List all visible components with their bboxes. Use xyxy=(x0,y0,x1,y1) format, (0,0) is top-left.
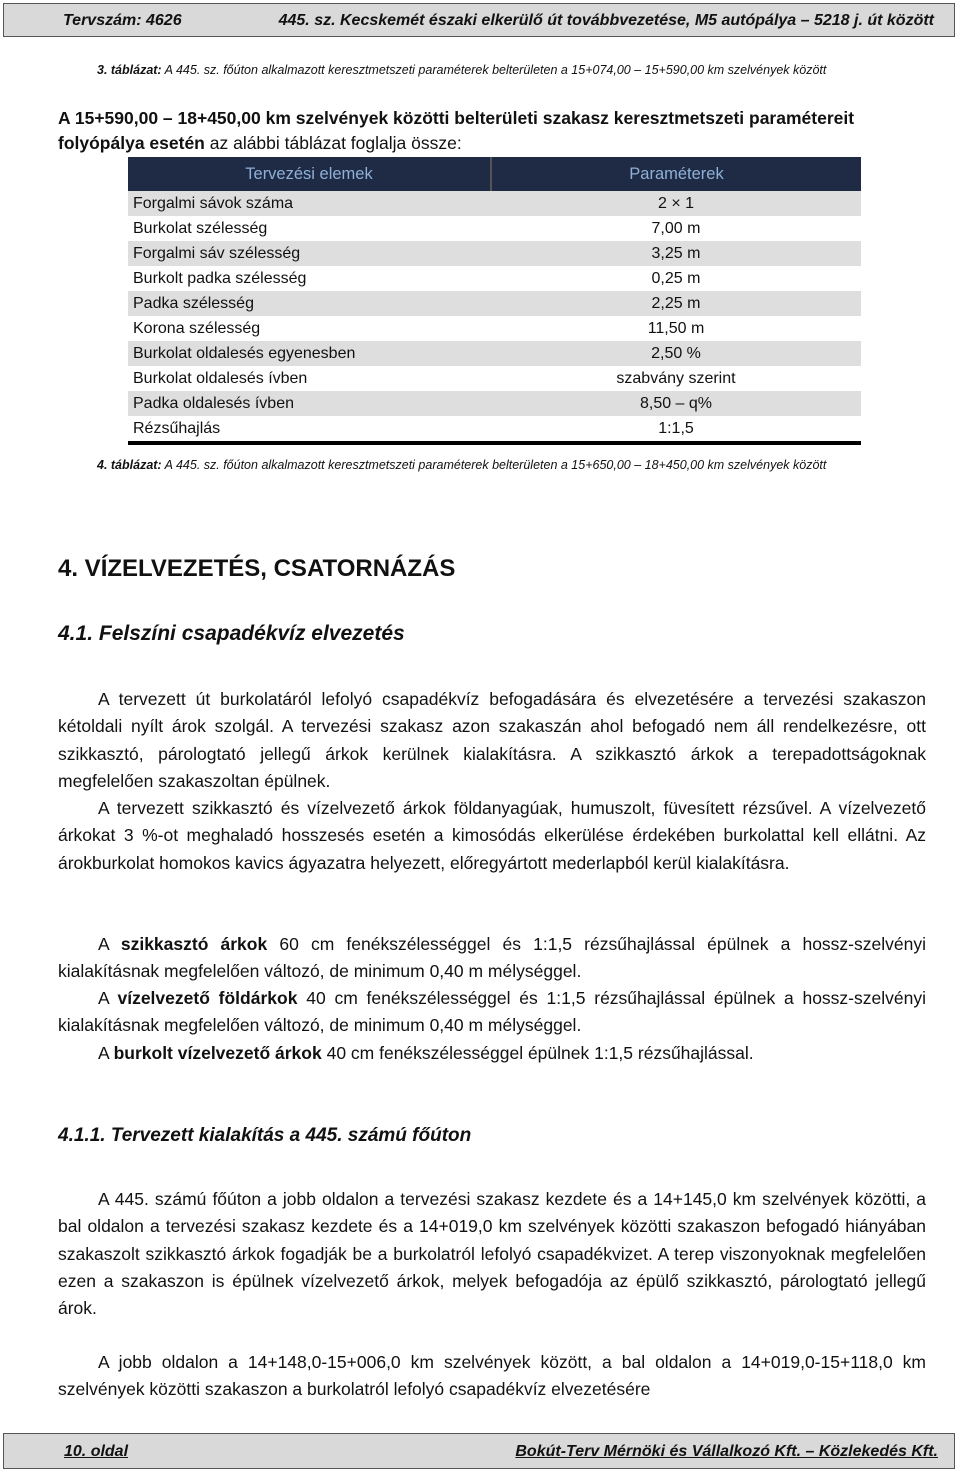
paragraph-ditch-paved xyxy=(58,1040,926,1067)
table-row xyxy=(128,191,861,216)
row-value: 8,50 – q% xyxy=(491,391,861,416)
caption-text: A 445. sz. főúton alkalmazott keresztmetszeti paraméterek belterületen a 15+074,00 – 15+590,00 km szelvények között xyxy=(161,63,827,77)
row-value: 2 × 1 xyxy=(491,191,861,216)
row-value: szabvány szerint xyxy=(616,369,736,387)
row-value: 2,50 % xyxy=(491,341,861,366)
page-footer xyxy=(3,1433,955,1469)
table-row xyxy=(128,316,861,341)
caption-label: 3. táblázat: xyxy=(97,63,162,77)
col-parameters: Paraméterek xyxy=(491,157,861,191)
p4-post: 40 cm fenékszélességgel és 1:1,5 rézsűhajlással épülnek a hossz-szelvényi kialakításnak megfelelően változó, de minimum 0,40 m mélységgel. xyxy=(58,988,926,1036)
section-4-heading: 4. VÍZELVEZETÉS, CSATORNÁZÁS xyxy=(58,555,456,582)
intro-rest: az alábbi táblázat foglalja össze: xyxy=(204,133,462,153)
intro-bold: A 15+590,00 – 18+450,00 km szelvények közötti belterületi szakasz keresztmetszeti paramétereit folyópálya esetén xyxy=(58,108,855,153)
row-key: Burkolt padka szélesség xyxy=(133,269,307,287)
table-header-row xyxy=(128,157,861,191)
row-value: 2,25 m xyxy=(491,291,861,316)
p3-bold: szikkasztó árkok xyxy=(120,934,268,954)
p3-post: 60 cm fenékszélességgel és 1:1,5 rézsűhajlással épülnek a hossz-szelvényi kialakításnak megfelelően változó, de minimum 0,40 m mélységgel. xyxy=(58,934,926,982)
table-row xyxy=(128,416,861,443)
caption-text: A 445. sz. főúton alkalmazott keresztmetszeti paraméterek belterületen a 15+650,00 – 18+450,00 km szelvények között xyxy=(161,458,827,472)
parameter-table xyxy=(128,157,861,445)
row-value: 1:1,5 xyxy=(491,416,861,443)
p5-pre: A xyxy=(98,1043,114,1063)
section-4-1-1-heading: 4.1.1. Tervezett kialakítás a 445. számú főúton xyxy=(58,1125,472,1146)
paragraph-2: A tervezett szikkasztó és vízelvezető árkok földanyagúak, humuszolt, füvesített rézsűvel. A vízelvezető árkokat 3 %-ot meghaladó hosszesés esetén a kimosódás elkerülése érdekében burkolattal kell ellátni. Az árokburkolat homokos kavics ágyazatra helyezett, előregyártott mederlapból kerül kialakításra. xyxy=(58,798,926,873)
paragraph-7: A jobb oldalon a 14+148,0-15+006,0 km szelvények között, a bal oldalon a 14+019,0-15+118,0 km szelvények közötti szakaszon a burkolatról lefolyó csapadékvíz elvezetésére xyxy=(58,1352,926,1400)
footer-company: Bokút-Terv Mérnöki és Vállalkozó Kft. – Közlekedés Kft. xyxy=(515,1443,938,1460)
table-row xyxy=(128,341,861,366)
row-key: Padka oldalesés ívben xyxy=(128,391,491,416)
page-number: 10. oldal xyxy=(64,1443,129,1460)
header-project-title: 445. sz. Kecskemét északi elkerülő út továbbvezetése, M5 autópálya – 5218 j. út között xyxy=(278,12,934,29)
row-value: 11,50 m xyxy=(647,319,705,337)
caption-label: 4. táblázat: xyxy=(97,458,162,472)
table-3-caption xyxy=(97,63,826,77)
table-row xyxy=(128,266,861,291)
table-row xyxy=(128,216,861,241)
p5-bold: burkolt vízelvezető árkok xyxy=(113,1043,322,1063)
paragraph-6: A 445. számú főúton a jobb oldalon a tervezési szakasz kezdete és a 14+145,0 km szelvények közötti, a bal oldalon a tervezési szakasz kezdete és a 14+019,0 km szelvények közötti szakaszon befogadó hiányában szakaszolt szikkasztó árkok fogadják be a burkolatról lefolyó csapadékvizet. A terep viszonyoknak megfelelően ezen a szakaszon is épülnek vízelvezető árkok, melyek befogadója az épülő szikkasztó, párologtató jellegű árok. xyxy=(58,1189,926,1319)
row-key: Rézsűhajlás xyxy=(128,416,491,443)
plan-number: Tervszám: 4626 xyxy=(63,12,182,29)
table-row xyxy=(128,291,861,316)
p3-pre: A xyxy=(98,934,121,954)
table-row xyxy=(128,241,861,266)
intro-paragraph xyxy=(58,106,926,156)
p5-post: 40 cm fenékszélességgel épülnek 1:1,5 rézsűhajlással. xyxy=(321,1043,754,1063)
row-key: Burkolat szélesség xyxy=(133,219,268,237)
row-key: Burkolat oldalesés ívben xyxy=(133,369,308,387)
section-4-1-heading: 4.1. Felszíni csapadékvíz elvezetés xyxy=(58,622,405,645)
page-header xyxy=(3,3,955,37)
row-value: 3,25 m xyxy=(491,241,861,266)
row-key: Padka szélesség xyxy=(128,291,491,316)
row-key: Korona szélesség xyxy=(133,319,261,337)
table-row xyxy=(128,366,861,391)
paragraph-1: A tervezett út burkolatáról lefolyó csapadékvíz befogadására és elvezetésére a tervezési szakaszon kétoldali nyílt árok szolgál. A tervezési szakasz azon szakaszán ahol befogadó nem áll rendelkezésre, ott szikkasztó, párologtató jellegű árkok kerülnek kialakításra. A szikkasztó árkok a terepadottságoknak megfelelően szakaszoltan épülnek. xyxy=(58,689,926,791)
p4-pre: A xyxy=(98,988,118,1008)
paragraph-ditch-infiltration xyxy=(58,931,926,986)
row-key: Forgalmi sáv szélesség xyxy=(128,241,491,266)
p4-bold: vízelvezető földárkok xyxy=(117,988,298,1008)
col-design-elements: Tervezési elemek xyxy=(128,157,491,191)
row-key: Forgalmi sávok száma xyxy=(128,191,491,216)
paragraph-ditch-earth xyxy=(58,985,926,1040)
table-4-caption xyxy=(97,458,826,472)
row-value: 0,25 m xyxy=(651,269,701,287)
row-value: 7,00 m xyxy=(651,219,701,237)
table-row xyxy=(128,391,861,416)
row-key: Burkolat oldalesés egyenesben xyxy=(128,341,491,366)
